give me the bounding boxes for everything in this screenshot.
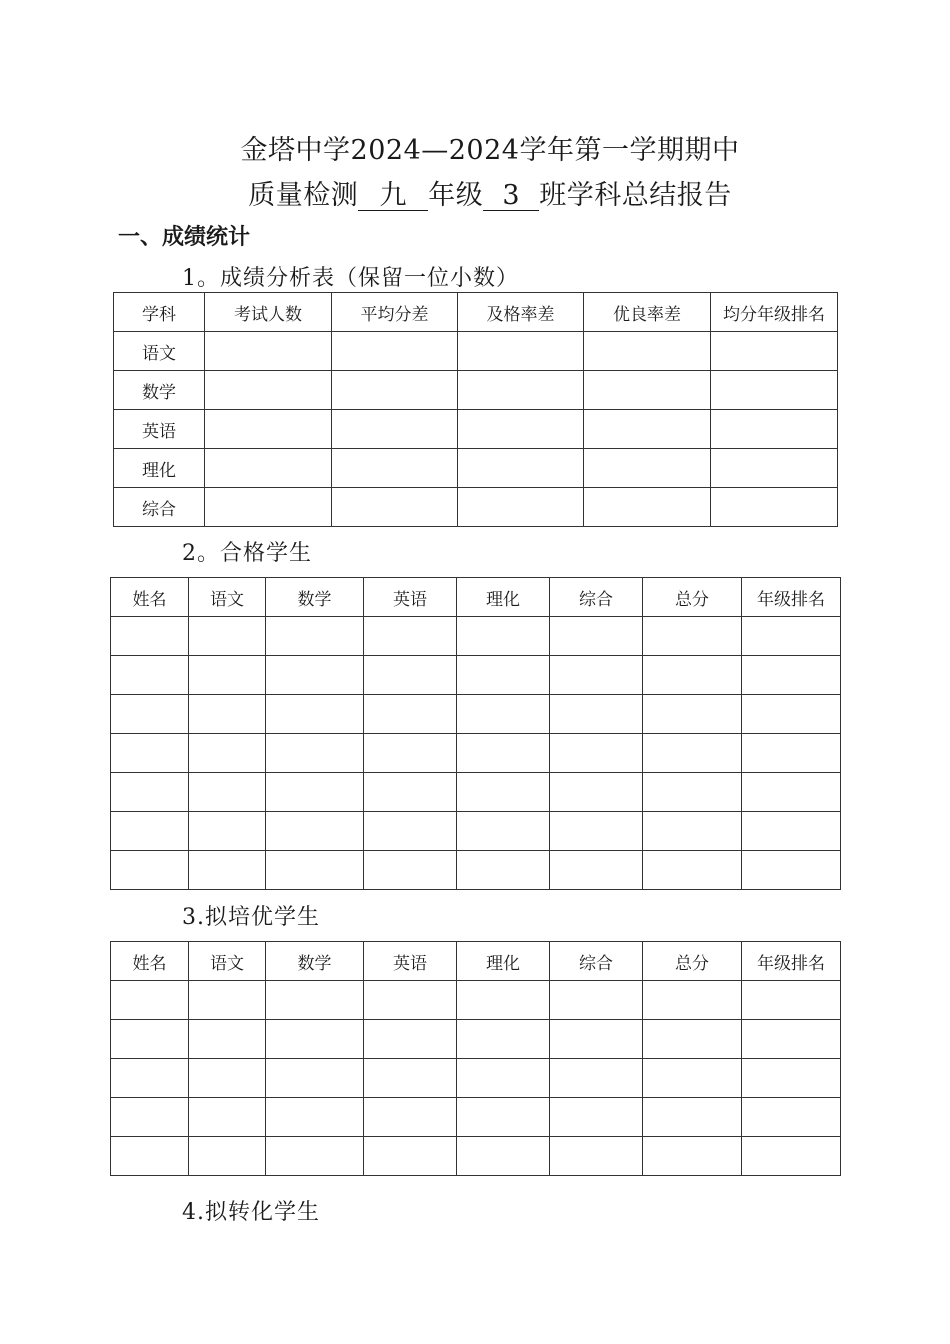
column-header: 姓名 [111, 578, 189, 617]
table-row [111, 1098, 841, 1137]
empty-cell[interactable] [643, 1059, 742, 1098]
class-field: 3 [483, 182, 539, 211]
empty-cell[interactable] [457, 695, 550, 734]
table-row [114, 449, 838, 488]
empty-cell[interactable] [364, 981, 457, 1020]
title-suffix: 班学科总结报告 [539, 180, 732, 211]
empty-cell[interactable] [205, 449, 332, 488]
table-header-row [111, 578, 841, 617]
column-header: 语文 [189, 578, 266, 617]
subject-label: 语文 [114, 332, 205, 371]
empty-cell[interactable] [364, 851, 457, 890]
empty-cell[interactable] [189, 981, 266, 1020]
empty-cell[interactable] [550, 773, 643, 812]
qualified-students-table [110, 577, 841, 890]
table-row [114, 371, 838, 410]
empty-cell[interactable] [458, 410, 584, 449]
section-heading-score-stats: 一、成绩统计 [118, 225, 251, 250]
empty-cell[interactable] [189, 851, 266, 890]
column-header: 学科 [114, 293, 205, 332]
table-row [114, 488, 838, 527]
empty-cell[interactable] [189, 1020, 266, 1059]
empty-cell[interactable] [711, 371, 838, 410]
empty-cell[interactable] [111, 695, 189, 734]
empty-cell[interactable] [111, 617, 189, 656]
empty-cell[interactable] [458, 449, 584, 488]
column-header: 综合 [550, 942, 643, 981]
empty-cell[interactable] [189, 1098, 266, 1137]
table-row [114, 410, 838, 449]
empty-cell[interactable] [457, 773, 550, 812]
empty-cell[interactable] [742, 1020, 841, 1059]
transform-heading: 4.拟转化学生 [182, 1200, 320, 1225]
empty-cell[interactable] [266, 851, 364, 890]
table-row [111, 812, 841, 851]
grade-field: 九 [358, 182, 428, 211]
empty-cell[interactable] [584, 449, 711, 488]
report-title-line2 [0, 173, 950, 212]
column-header: 姓名 [111, 942, 189, 981]
empty-cell[interactable] [266, 812, 364, 851]
empty-cell[interactable] [332, 488, 458, 527]
report-title-line1: 金塔中学2024—2024学年第一学期期中 [240, 135, 740, 166]
empty-cell[interactable] [550, 851, 643, 890]
empty-cell[interactable] [111, 1020, 189, 1059]
empty-cell[interactable] [711, 410, 838, 449]
subject-label: 理化 [114, 449, 205, 488]
empty-cell[interactable] [458, 488, 584, 527]
table-row [111, 851, 841, 890]
table-row [111, 1059, 841, 1098]
empty-cell[interactable] [266, 1137, 364, 1176]
column-header: 均分年级排名 [711, 293, 838, 332]
column-header: 综合 [550, 578, 643, 617]
table-row [111, 1137, 841, 1176]
empty-cell[interactable] [550, 656, 643, 695]
empty-cell[interactable] [266, 773, 364, 812]
table-row [111, 981, 841, 1020]
empty-cell[interactable] [550, 1059, 643, 1098]
table-row [111, 773, 841, 812]
empty-cell[interactable] [742, 656, 841, 695]
empty-cell[interactable] [332, 449, 458, 488]
empty-cell[interactable] [643, 981, 742, 1020]
empty-cell[interactable] [457, 1020, 550, 1059]
table-row [114, 332, 838, 371]
empty-cell[interactable] [550, 1098, 643, 1137]
empty-cell[interactable] [742, 1137, 841, 1176]
analysis-table-heading: 1。成绩分析表（保留一位小数） [182, 266, 519, 291]
column-header: 平均分差 [332, 293, 458, 332]
empty-cell[interactable] [584, 371, 711, 410]
column-header: 理化 [457, 942, 550, 981]
empty-cell[interactable] [457, 1098, 550, 1137]
empty-cell[interactable] [742, 734, 841, 773]
empty-cell[interactable] [643, 1020, 742, 1059]
table-row [111, 1020, 841, 1059]
empty-cell[interactable] [457, 851, 550, 890]
empty-cell[interactable] [189, 656, 266, 695]
empty-cell[interactable] [742, 695, 841, 734]
grade-suffix: 年级 [428, 180, 484, 211]
column-header: 理化 [457, 578, 550, 617]
empty-cell[interactable] [364, 656, 457, 695]
column-header: 考试人数 [205, 293, 332, 332]
empty-cell[interactable] [111, 851, 189, 890]
empty-cell[interactable] [266, 734, 364, 773]
empty-cell[interactable] [189, 695, 266, 734]
empty-cell[interactable] [584, 410, 711, 449]
empty-cell[interactable] [742, 981, 841, 1020]
empty-cell[interactable] [364, 1059, 457, 1098]
column-header: 总分 [643, 578, 742, 617]
empty-cell[interactable] [711, 332, 838, 371]
empty-cell[interactable] [266, 1059, 364, 1098]
empty-cell[interactable] [111, 734, 189, 773]
empty-cell[interactable] [742, 1098, 841, 1137]
empty-cell[interactable] [643, 851, 742, 890]
title-prefix: 质量检测 [248, 180, 359, 211]
empty-cell[interactable] [364, 812, 457, 851]
empty-cell[interactable] [742, 617, 841, 656]
empty-cell[interactable] [189, 617, 266, 656]
empty-cell[interactable] [584, 488, 711, 527]
column-header: 英语 [364, 942, 457, 981]
empty-cell[interactable] [742, 1059, 841, 1098]
empty-cell[interactable] [457, 981, 550, 1020]
empty-cell[interactable] [266, 1020, 364, 1059]
empty-cell[interactable] [550, 617, 643, 656]
empty-cell[interactable] [584, 332, 711, 371]
empty-cell[interactable] [205, 488, 332, 527]
empty-cell[interactable] [643, 695, 742, 734]
column-header: 英语 [364, 578, 457, 617]
empty-cell[interactable] [643, 656, 742, 695]
empty-cell[interactable] [111, 981, 189, 1020]
empty-cell[interactable] [364, 695, 457, 734]
column-header: 年级排名 [742, 942, 841, 981]
empty-cell[interactable] [643, 1098, 742, 1137]
column-header: 总分 [643, 942, 742, 981]
empty-cell[interactable] [550, 695, 643, 734]
empty-cell[interactable] [364, 1098, 457, 1137]
empty-cell[interactable] [266, 617, 364, 656]
empty-cell[interactable] [457, 812, 550, 851]
excellent-students-table [110, 941, 841, 1176]
column-header: 及格率差 [458, 293, 584, 332]
empty-cell[interactable] [205, 410, 332, 449]
empty-cell[interactable] [457, 617, 550, 656]
subject-label: 综合 [114, 488, 205, 527]
column-header: 优良率差 [584, 293, 711, 332]
subject-label: 英语 [114, 410, 205, 449]
empty-cell[interactable] [643, 734, 742, 773]
empty-cell[interactable] [550, 981, 643, 1020]
empty-cell[interactable] [643, 617, 742, 656]
empty-cell[interactable] [711, 449, 838, 488]
empty-cell[interactable] [205, 332, 332, 371]
empty-cell[interactable] [711, 488, 838, 527]
empty-cell[interactable] [550, 1137, 643, 1176]
column-header: 年级排名 [742, 578, 841, 617]
empty-cell[interactable] [457, 1059, 550, 1098]
empty-cell[interactable] [364, 1020, 457, 1059]
empty-cell[interactable] [457, 734, 550, 773]
empty-cell[interactable] [364, 617, 457, 656]
table-row [111, 695, 841, 734]
empty-cell[interactable] [643, 812, 742, 851]
empty-cell[interactable] [205, 371, 332, 410]
empty-cell[interactable] [111, 773, 189, 812]
empty-cell[interactable] [189, 773, 266, 812]
column-header: 数学 [266, 942, 364, 981]
table-row [111, 656, 841, 695]
table-header-row [114, 293, 838, 332]
empty-cell[interactable] [266, 981, 364, 1020]
column-header: 语文 [189, 942, 266, 981]
empty-cell[interactable] [458, 371, 584, 410]
empty-cell[interactable] [742, 851, 841, 890]
table-row [111, 734, 841, 773]
empty-cell[interactable] [266, 695, 364, 734]
empty-cell[interactable] [266, 1098, 364, 1137]
empty-cell[interactable] [364, 1137, 457, 1176]
empty-cell[interactable] [550, 734, 643, 773]
empty-cell[interactable] [189, 812, 266, 851]
empty-cell[interactable] [364, 773, 457, 812]
empty-cell[interactable] [550, 812, 643, 851]
empty-cell[interactable] [643, 773, 742, 812]
empty-cell[interactable] [364, 734, 457, 773]
empty-cell[interactable] [742, 773, 841, 812]
empty-cell[interactable] [550, 1020, 643, 1059]
empty-cell[interactable] [111, 812, 189, 851]
empty-cell[interactable] [189, 734, 266, 773]
empty-cell[interactable] [332, 410, 458, 449]
empty-cell[interactable] [457, 1137, 550, 1176]
empty-cell[interactable] [111, 656, 189, 695]
empty-cell[interactable] [111, 1098, 189, 1137]
qualified-table-heading: 2。合格学生 [182, 541, 312, 566]
empty-cell[interactable] [111, 1059, 189, 1098]
table-header-row [111, 942, 841, 981]
empty-cell[interactable] [332, 371, 458, 410]
empty-cell[interactable] [332, 332, 458, 371]
empty-cell[interactable] [457, 656, 550, 695]
empty-cell[interactable] [458, 332, 584, 371]
excellent-table-heading: 3.拟培优学生 [182, 905, 320, 930]
empty-cell[interactable] [111, 1137, 189, 1176]
column-header: 数学 [266, 578, 364, 617]
empty-cell[interactable] [742, 812, 841, 851]
empty-cell[interactable] [189, 1059, 266, 1098]
empty-cell[interactable] [643, 1137, 742, 1176]
empty-cell[interactable] [189, 1137, 266, 1176]
subject-label: 数学 [114, 371, 205, 410]
empty-cell[interactable] [266, 656, 364, 695]
analysis-table [113, 292, 838, 527]
table-row [111, 617, 841, 656]
